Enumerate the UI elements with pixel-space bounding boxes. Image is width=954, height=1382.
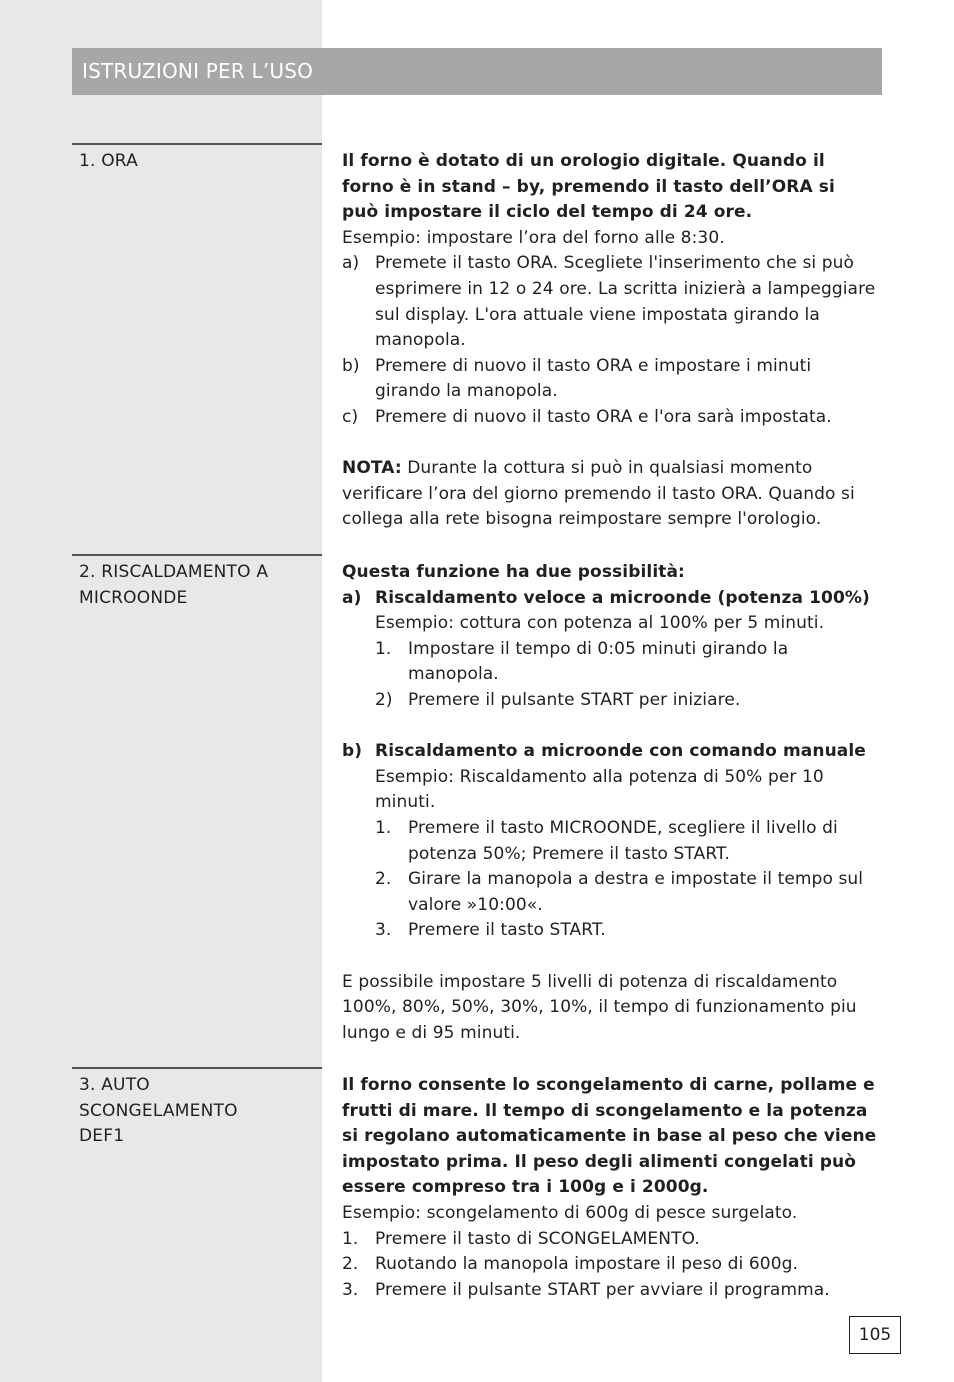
section-1-note bbox=[342, 456, 877, 533]
list-item bbox=[342, 354, 877, 405]
section-3-intro: Il forno consente lo scongelamento di carne, pollame e frutti di mare. Il tempo di scongelamento e la potenza si regolano automaticamente in base al peso che viene impostato prima. Il peso degli alimenti congelati può essere compreso tra i 100g e i 2000g. bbox=[342, 1075, 877, 1198]
list-text: Premere di nuovo il tasto ORA e impostare i minuti girando la manopola. bbox=[375, 355, 812, 402]
list-marker: a) bbox=[342, 587, 362, 608]
section-1-rule bbox=[72, 143, 322, 145]
list-marker: 2) bbox=[375, 689, 393, 710]
list-marker: 2. bbox=[375, 869, 392, 890]
list-marker: 1. bbox=[375, 817, 392, 838]
list-text: Girare la manopola a destra e impostate il tempo sul valore »10:00«. bbox=[408, 869, 864, 915]
page-number-box bbox=[849, 1316, 901, 1354]
list-text: Premere di nuovo il tasto ORA e l'ora sarà impostata. bbox=[375, 406, 832, 427]
note-text: Durante la cottura si può in qualsiasi momento verificare l’ora del giorno premendo il tasto ORA. Quando si collega alla rete bisogna reimpostare sempre l'orologio. bbox=[342, 458, 855, 530]
option-a-heading bbox=[342, 586, 877, 612]
page-header-title: ISTRUZIONI PER L’USO bbox=[82, 59, 314, 83]
note-label: NOTA: bbox=[342, 458, 402, 479]
list-marker: a) bbox=[342, 253, 360, 274]
list-text: Premere il tasto START. bbox=[408, 920, 606, 941]
list-item bbox=[342, 1252, 877, 1278]
option-a-title: Riscaldamento veloce a microonde (potenza 100%) bbox=[375, 587, 870, 608]
section-3-label-line: 3. AUTO bbox=[79, 1075, 150, 1095]
section-1-example: Esempio: impostare l’ora del forno alle 8:30. bbox=[342, 227, 725, 248]
list-item bbox=[375, 688, 877, 714]
list-marker: 3. bbox=[342, 1279, 359, 1300]
list-marker: c) bbox=[342, 406, 359, 427]
section-1-intro: Il forno è dotato di un orologio digitale. Quando il forno è in stand – by, premendo il tasto dell’ORA si può impostare il ciclo del tempo di 24 ore. bbox=[342, 151, 835, 223]
list-marker: 1. bbox=[342, 1228, 359, 1249]
list-item bbox=[342, 1227, 877, 1253]
option-b-title: Riscaldamento a microonde con comando manuale bbox=[375, 741, 866, 762]
option-a-example: Esempio: cottura con potenza al 100% per 5 minuti. bbox=[375, 613, 825, 634]
section-2-intro: Questa funzione ha due possibilità: bbox=[342, 562, 685, 582]
list-item bbox=[342, 1278, 877, 1304]
page-header bbox=[72, 48, 882, 95]
list-text: Premete il tasto ORA. Scegliete l'inserimento che si può esprimere in 12 o 24 ore. La scritta inizierà a lampeggiare sul display. L'ora attuale viene impostata girando la manopola. bbox=[375, 253, 876, 351]
section-2-footer-text: E possibile impostare 5 livelli di potenza di riscaldamento 100%, 80%, 50%, 30%, 10%, il tempo di funzionamento piu lungo e di 95 minuti. bbox=[342, 971, 857, 1043]
list-marker: 3. bbox=[375, 920, 392, 941]
section-3-label-line: SCONGELAMENTO bbox=[79, 1100, 238, 1121]
list-text: Ruotando la manopola impostare il peso di 600g. bbox=[375, 1254, 799, 1275]
section-2-content bbox=[342, 560, 877, 1046]
option-b-heading bbox=[342, 739, 877, 765]
list-marker: 2. bbox=[342, 1254, 359, 1275]
left-column-band bbox=[0, 0, 322, 1382]
list-marker: b) bbox=[342, 741, 363, 762]
list-text: Premere il pulsante START per avviare il programma. bbox=[375, 1279, 830, 1300]
list-marker: b) bbox=[342, 355, 360, 376]
section-3-content bbox=[342, 1073, 877, 1303]
section-1-content bbox=[342, 149, 877, 533]
section-3-example: Esempio: scongelamento di 600g di pesce surgelato. bbox=[342, 1202, 798, 1223]
option-b-body bbox=[342, 765, 877, 944]
section-3-rule bbox=[72, 1067, 322, 1069]
list-text: Premere il tasto MICROONDE, scegliere il livello di potenza 50%; Premere il tasto START. bbox=[408, 817, 838, 864]
section-2-rule bbox=[72, 554, 322, 556]
section-2-label: 2. RISCALDAMENTO A MICROONDE bbox=[79, 562, 269, 608]
list-item bbox=[342, 405, 877, 431]
list-text: Premere il tasto di SCONGELAMENTO. bbox=[375, 1228, 700, 1249]
option-a-body bbox=[342, 611, 877, 713]
option-b-example: Esempio: Riscaldamento alla potenza di 50% per 10 minuti. bbox=[375, 766, 824, 813]
list-item bbox=[342, 251, 877, 353]
section-1-label: 1. ORA bbox=[79, 151, 138, 171]
list-item bbox=[375, 867, 877, 918]
section-3-label-line: DEF1 bbox=[79, 1126, 125, 1147]
list-item bbox=[375, 637, 877, 688]
page-number: 105 bbox=[858, 1325, 892, 1345]
list-item bbox=[375, 816, 877, 867]
section-3-label bbox=[79, 1073, 314, 1150]
list-text: Impostare il tempo di 0:05 minuti girando la manopola. bbox=[408, 638, 789, 685]
list-text: Premere il pulsante START per iniziare. bbox=[408, 689, 741, 710]
list-marker: 1. bbox=[375, 638, 392, 659]
list-item bbox=[375, 918, 877, 944]
